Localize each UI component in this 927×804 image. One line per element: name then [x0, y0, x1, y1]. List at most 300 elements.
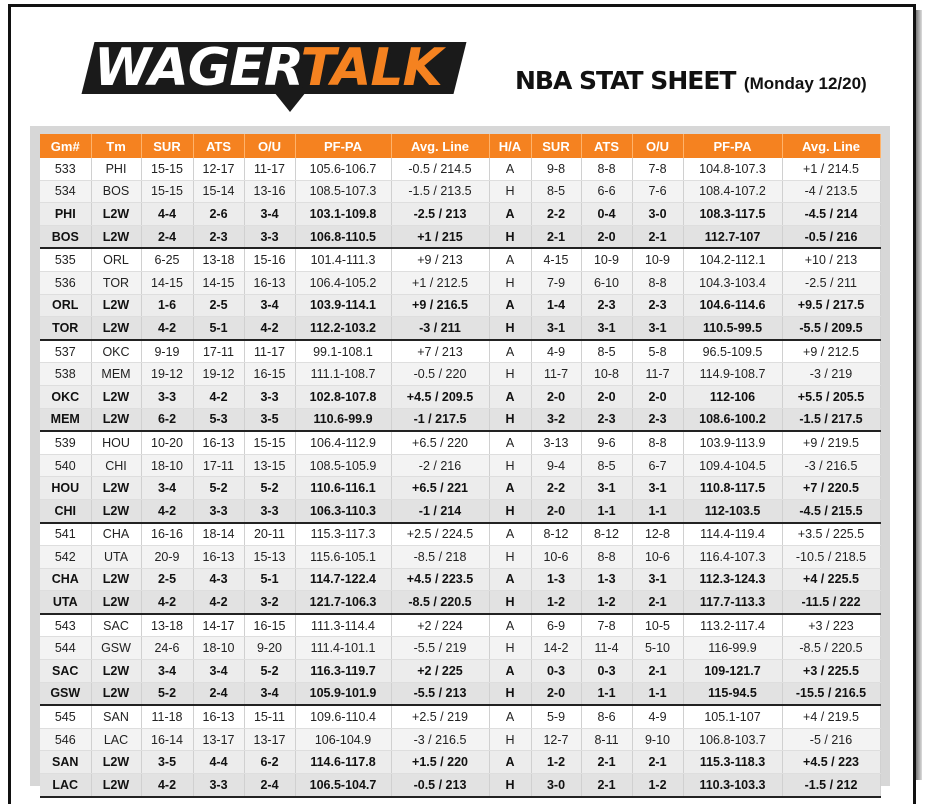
game-row: [40, 248, 880, 271]
table-cell: 114.9-108.7: [683, 363, 782, 386]
table-cell: 9-8: [531, 158, 581, 180]
table-cell: 2-0: [632, 385, 683, 408]
table-cell: 8-8: [632, 431, 683, 454]
table-cell: -1 / 214: [391, 499, 489, 522]
table-cell: +1 / 215: [391, 225, 489, 248]
table-cell: -2.5 / 211: [782, 271, 880, 294]
table-cell: H: [489, 317, 531, 340]
table-cell: 3-1: [632, 317, 683, 340]
table-cell: SAC: [40, 660, 91, 683]
table-cell: +2 / 224: [391, 614, 489, 637]
table-cell: 103.9-113.9: [683, 431, 782, 454]
table-cell: H: [489, 225, 531, 248]
table-cell: 106.8-110.5: [295, 225, 391, 248]
last-two-weeks-row: [40, 408, 880, 431]
last-two-weeks-row: [40, 682, 880, 705]
table-cell: -2.5 / 213: [391, 203, 489, 226]
table-cell: H: [489, 728, 531, 751]
table-header-row: [40, 134, 880, 158]
table-cell: -8.5 / 220.5: [782, 637, 880, 660]
table-cell: 5-2: [244, 477, 295, 500]
table-cell: 2-3: [581, 294, 632, 317]
table-cell: 539: [40, 431, 91, 454]
last-two-weeks-row: [40, 203, 880, 226]
table-cell: 1-1: [581, 499, 632, 522]
table-cell: 1-2: [581, 591, 632, 614]
table-cell: 10-9: [632, 248, 683, 271]
table-cell: A: [489, 751, 531, 774]
table-cell: +2 / 225: [391, 660, 489, 683]
table-cell: 11-7: [632, 363, 683, 386]
table-cell: 18-10: [141, 454, 193, 477]
table-cell: 7-8: [581, 614, 632, 637]
column-header: SUR: [531, 134, 581, 158]
table-cell: L2W: [91, 751, 141, 774]
table-cell: L2W: [91, 203, 141, 226]
table-cell: 4-3: [193, 568, 244, 591]
table-cell: L2W: [91, 225, 141, 248]
table-cell: 2-3: [581, 408, 632, 431]
table-cell: 3-0: [531, 774, 581, 797]
table-cell: SAC: [91, 614, 141, 637]
game-row: [40, 431, 880, 454]
table-cell: +10 / 213: [782, 248, 880, 271]
table-cell: -1.5 / 217.5: [782, 408, 880, 431]
table-cell: 108.4-107.2: [683, 180, 782, 203]
table-cell: 109.6-110.4: [295, 705, 391, 728]
table-cell: 8-8: [632, 271, 683, 294]
table-cell: 3-5: [141, 751, 193, 774]
table-cell: 109-121.7: [683, 660, 782, 683]
table-cell: +4.5 / 209.5: [391, 385, 489, 408]
table-cell: -8.5 / 220.5: [391, 591, 489, 614]
table-cell: 16-16: [141, 523, 193, 546]
game-row: [40, 728, 880, 751]
table-cell: 3-2: [531, 408, 581, 431]
table-cell: 110.5-99.5: [683, 317, 782, 340]
table-cell: -3 / 219: [782, 363, 880, 386]
table-cell: 15-13: [244, 546, 295, 569]
table-cell: -4 / 213.5: [782, 180, 880, 203]
table-cell: A: [489, 431, 531, 454]
table-cell: 108.5-107.3: [295, 180, 391, 203]
last-two-weeks-row: [40, 568, 880, 591]
game-row: [40, 340, 880, 363]
table-cell: 3-13: [531, 431, 581, 454]
table-cell: 16-13: [193, 431, 244, 454]
table-cell: 104.6-114.6: [683, 294, 782, 317]
table-cell: L2W: [91, 499, 141, 522]
table-cell: 110.6-99.9: [295, 408, 391, 431]
table-cell: 109.4-104.5: [683, 454, 782, 477]
table-cell: 10-5: [632, 614, 683, 637]
column-header: O/U: [632, 134, 683, 158]
page-title: [515, 66, 867, 95]
table-cell: 112-106: [683, 385, 782, 408]
table-cell: CHA: [91, 523, 141, 546]
table-cell: 3-2: [244, 591, 295, 614]
table-cell: 3-4: [244, 203, 295, 226]
table-cell: 533: [40, 158, 91, 180]
table-cell: A: [489, 660, 531, 683]
table-cell: 2-0: [531, 385, 581, 408]
table-cell: 2-1: [632, 660, 683, 683]
table-cell: -0.5 / 220: [391, 363, 489, 386]
table-cell: 0-4: [581, 203, 632, 226]
table-cell: 4-4: [141, 203, 193, 226]
column-header: PF-PA: [295, 134, 391, 158]
title-date: (Monday 12/20): [743, 74, 867, 93]
table-cell: SAN: [40, 751, 91, 774]
table-cell: L2W: [91, 294, 141, 317]
table-cell: 19-12: [193, 363, 244, 386]
table-cell: +4.5 / 223: [782, 751, 880, 774]
table-cell: -1.5 / 213.5: [391, 180, 489, 203]
table-cell: 20-9: [141, 546, 193, 569]
table-cell: 106.4-112.9: [295, 431, 391, 454]
table-cell: 111.4-101.1: [295, 637, 391, 660]
table-cell: 115.3-117.3: [295, 523, 391, 546]
table-cell: 545: [40, 705, 91, 728]
table-cell: 0-3: [581, 660, 632, 683]
table-cell: 3-3: [141, 385, 193, 408]
table-cell: 8-8: [581, 546, 632, 569]
table-cell: +6.5 / 220: [391, 431, 489, 454]
table-cell: +7 / 220.5: [782, 477, 880, 500]
table-cell: 116.4-107.3: [683, 546, 782, 569]
table-cell: -5.5 / 209.5: [782, 317, 880, 340]
table-cell: 6-10: [581, 271, 632, 294]
table-cell: 13-16: [244, 180, 295, 203]
table-cell: 2-3: [632, 408, 683, 431]
game-row: [40, 180, 880, 203]
table-cell: 117.7-113.3: [683, 591, 782, 614]
table-cell: CHA: [40, 568, 91, 591]
table-cell: +7 / 213: [391, 340, 489, 363]
table-cell: 6-25: [141, 248, 193, 271]
table-cell: 15-15: [141, 180, 193, 203]
table-cell: L2W: [91, 408, 141, 431]
table-cell: PHI: [91, 158, 141, 180]
table-cell: 2-1: [581, 774, 632, 797]
table-cell: L2W: [91, 568, 141, 591]
table-cell: 5-2: [193, 477, 244, 500]
table-cell: -5 / 216: [782, 728, 880, 751]
table-cell: 3-3: [244, 225, 295, 248]
table-cell: A: [489, 385, 531, 408]
table-cell: 13-18: [141, 614, 193, 637]
table-cell: 2-1: [632, 591, 683, 614]
table-cell: 12-17: [193, 158, 244, 180]
table-cell: 112-103.5: [683, 499, 782, 522]
table-cell: +3 / 223: [782, 614, 880, 637]
table-cell: 15-14: [193, 180, 244, 203]
table-cell: 104.8-107.3: [683, 158, 782, 180]
logo-text: [94, 38, 442, 98]
last-two-weeks-row: [40, 751, 880, 774]
table-cell: 8-11: [581, 728, 632, 751]
last-two-weeks-row: [40, 477, 880, 500]
game-row: [40, 454, 880, 477]
table-cell: -1.5 / 212: [782, 774, 880, 797]
table-cell: +1.5 / 220: [391, 751, 489, 774]
table-cell: A: [489, 523, 531, 546]
table-cell: 112.3-124.3: [683, 568, 782, 591]
table-cell: +9.5 / 217.5: [782, 294, 880, 317]
table-cell: +1 / 212.5: [391, 271, 489, 294]
table-cell: 534: [40, 180, 91, 203]
table-cell: 4-9: [531, 340, 581, 363]
last-two-weeks-row: [40, 317, 880, 340]
title-main: NBA STAT SHEET: [515, 66, 736, 95]
table-cell: 2-1: [531, 225, 581, 248]
last-two-weeks-row: [40, 499, 880, 522]
table-cell: 11-17: [244, 158, 295, 180]
table-cell: CHI: [91, 454, 141, 477]
table-cell: 13-15: [244, 454, 295, 477]
table-cell: GSW: [40, 682, 91, 705]
table-cell: 0-3: [531, 660, 581, 683]
table-cell: 6-9: [531, 614, 581, 637]
table-cell: 1-1: [581, 682, 632, 705]
table-cell: 12-7: [531, 728, 581, 751]
table-cell: SAN: [91, 705, 141, 728]
table-cell: 9-10: [632, 728, 683, 751]
table-cell: 14-15: [141, 271, 193, 294]
table-cell: -11.5 / 222: [782, 591, 880, 614]
table-cell: LAC: [91, 728, 141, 751]
table-cell: 9-4: [531, 454, 581, 477]
table-cell: L2W: [91, 660, 141, 683]
table-cell: LAC: [40, 774, 91, 797]
table-cell: 1-3: [581, 568, 632, 591]
last-two-weeks-row: [40, 660, 880, 683]
last-two-weeks-row: [40, 591, 880, 614]
table-cell: 2-4: [141, 225, 193, 248]
table-cell: 1-1: [632, 682, 683, 705]
table-cell: 10-6: [632, 546, 683, 569]
table-cell: 113.2-117.4: [683, 614, 782, 637]
table-cell: A: [489, 158, 531, 180]
column-header: ATS: [581, 134, 632, 158]
table-cell: OKC: [40, 385, 91, 408]
table-cell: 116.3-119.7: [295, 660, 391, 683]
table-cell: 5-2: [141, 682, 193, 705]
table-cell: TOR: [91, 271, 141, 294]
table-cell: -0.5 / 216: [782, 225, 880, 248]
table-cell: 3-4: [244, 294, 295, 317]
table-cell: 540: [40, 454, 91, 477]
table-cell: 1-4: [531, 294, 581, 317]
table-cell: 2-4: [193, 682, 244, 705]
table-cell: ORL: [91, 248, 141, 271]
table-cell: 15-15: [244, 431, 295, 454]
table-cell: 16-15: [244, 363, 295, 386]
table-cell: 102.8-107.8: [295, 385, 391, 408]
game-row: [40, 637, 880, 660]
table-cell: 11-4: [581, 637, 632, 660]
table-cell: 538: [40, 363, 91, 386]
table-cell: 8-5: [581, 454, 632, 477]
table-cell: -5.5 / 219: [391, 637, 489, 660]
table-cell: 8-6: [581, 705, 632, 728]
table-cell: 11-17: [244, 340, 295, 363]
table-cell: H: [489, 180, 531, 203]
table-cell: 6-2: [141, 408, 193, 431]
table-cell: HOU: [40, 477, 91, 500]
table-cell: +3 / 225.5: [782, 660, 880, 683]
table-cell: 11-18: [141, 705, 193, 728]
table-cell: 4-2: [193, 591, 244, 614]
table-cell: +4.5 / 223.5: [391, 568, 489, 591]
table-cell: 3-3: [244, 385, 295, 408]
table-cell: ORL: [40, 294, 91, 317]
table-cell: H: [489, 363, 531, 386]
table-cell: 106.4-105.2: [295, 271, 391, 294]
table-cell: 1-2: [531, 751, 581, 774]
table-cell: H: [489, 454, 531, 477]
table-cell: H: [489, 637, 531, 660]
table-cell: 1-6: [141, 294, 193, 317]
table-cell: 10-20: [141, 431, 193, 454]
table-cell: 2-1: [632, 751, 683, 774]
column-header: Tm: [91, 134, 141, 158]
table-cell: -8.5 / 218: [391, 546, 489, 569]
table-cell: H: [489, 591, 531, 614]
table-cell: -2 / 216: [391, 454, 489, 477]
table-cell: L2W: [91, 591, 141, 614]
table-cell: 9-19: [141, 340, 193, 363]
table-cell: 3-1: [581, 477, 632, 500]
table-cell: 6-6: [581, 180, 632, 203]
table-cell: +3.5 / 225.5: [782, 523, 880, 546]
table-cell: 4-2: [244, 317, 295, 340]
table-cell: 2-1: [632, 225, 683, 248]
table-cell: 541: [40, 523, 91, 546]
table-cell: UTA: [91, 546, 141, 569]
table-cell: 2-0: [581, 385, 632, 408]
table-cell: 2-2: [531, 477, 581, 500]
table-cell: +4 / 225.5: [782, 568, 880, 591]
table-cell: 104.3-103.4: [683, 271, 782, 294]
table-cell: 8-5: [581, 340, 632, 363]
table-cell: 110.3-103.3: [683, 774, 782, 797]
table-cell: 9-20: [244, 637, 295, 660]
table-cell: 16-13: [193, 546, 244, 569]
table-cell: 542: [40, 546, 91, 569]
table-cell: H: [489, 546, 531, 569]
table-cell: 108.6-100.2: [683, 408, 782, 431]
table-cell: 24-6: [141, 637, 193, 660]
table-cell: 537: [40, 340, 91, 363]
table-cell: 8-12: [531, 523, 581, 546]
table-cell: A: [489, 294, 531, 317]
table-cell: 3-3: [193, 774, 244, 797]
game-row: [40, 705, 880, 728]
table-cell: -3 / 211: [391, 317, 489, 340]
table-cell: 1-3: [531, 568, 581, 591]
table-cell: 5-1: [244, 568, 295, 591]
table-cell: -10.5 / 218.5: [782, 546, 880, 569]
table-cell: 115.3-118.3: [683, 751, 782, 774]
table-cell: 99.1-108.1: [295, 340, 391, 363]
table-cell: 3-4: [244, 682, 295, 705]
table-cell: 6-7: [632, 454, 683, 477]
table-cell: 7-6: [632, 180, 683, 203]
table-cell: -15.5 / 216.5: [782, 682, 880, 705]
table-cell: L2W: [91, 477, 141, 500]
table-cell: A: [489, 477, 531, 500]
column-header: Avg. Line: [782, 134, 880, 158]
table-cell: 10-6: [531, 546, 581, 569]
table-cell: A: [489, 340, 531, 363]
table-cell: +9 / 212.5: [782, 340, 880, 363]
table-cell: 14-2: [531, 637, 581, 660]
table-cell: 4-15: [531, 248, 581, 271]
table-cell: 2-1: [581, 751, 632, 774]
table-cell: 2-4: [244, 774, 295, 797]
table-cell: -1 / 217.5: [391, 408, 489, 431]
table-cell: H: [489, 408, 531, 431]
table-cell: H: [489, 271, 531, 294]
column-header: Avg. Line: [391, 134, 489, 158]
table-cell: UTA: [40, 591, 91, 614]
table-cell: MEM: [91, 363, 141, 386]
table-cell: 3-4: [141, 477, 193, 500]
logo-talk: TALK: [300, 38, 442, 98]
table-cell: -5.5 / 213: [391, 682, 489, 705]
column-header: PF-PA: [683, 134, 782, 158]
table-cell: 5-8: [632, 340, 683, 363]
table-cell: 116-99.9: [683, 637, 782, 660]
table-cell: 106.3-110.3: [295, 499, 391, 522]
table-cell: 13-17: [193, 728, 244, 751]
table-cell: 2-0: [531, 499, 581, 522]
table-cell: 114.6-117.8: [295, 751, 391, 774]
table-cell: H: [489, 499, 531, 522]
table-cell: 14-15: [193, 271, 244, 294]
table-cell: HOU: [91, 431, 141, 454]
table-cell: 8-5: [531, 180, 581, 203]
table-cell: -4.5 / 215.5: [782, 499, 880, 522]
last-two-weeks-row: [40, 774, 880, 797]
table-cell: 5-10: [632, 637, 683, 660]
table-cell: 17-11: [193, 454, 244, 477]
table-cell: 103.1-109.8: [295, 203, 391, 226]
table-cell: +9 / 216.5: [391, 294, 489, 317]
table-cell: 3-1: [632, 477, 683, 500]
table-cell: 104.2-112.1: [683, 248, 782, 271]
last-two-weeks-row: [40, 385, 880, 408]
table-cell: 2-5: [141, 568, 193, 591]
table-cell: 15-15: [141, 158, 193, 180]
table-cell: 11-7: [531, 363, 581, 386]
column-header: ATS: [193, 134, 244, 158]
table-cell: 18-14: [193, 523, 244, 546]
table-cell: 2-5: [193, 294, 244, 317]
table-cell: 111.3-114.4: [295, 614, 391, 637]
table-cell: 19-12: [141, 363, 193, 386]
table-cell: PHI: [40, 203, 91, 226]
table-cell: 110.8-117.5: [683, 477, 782, 500]
table-cell: -0.5 / 213: [391, 774, 489, 797]
table-cell: 103.9-114.1: [295, 294, 391, 317]
table-cell: 2-0: [581, 225, 632, 248]
table-cell: 7-8: [632, 158, 683, 180]
table-cell: 546: [40, 728, 91, 751]
table-cell: 115.6-105.1: [295, 546, 391, 569]
table-cell: 16-14: [141, 728, 193, 751]
